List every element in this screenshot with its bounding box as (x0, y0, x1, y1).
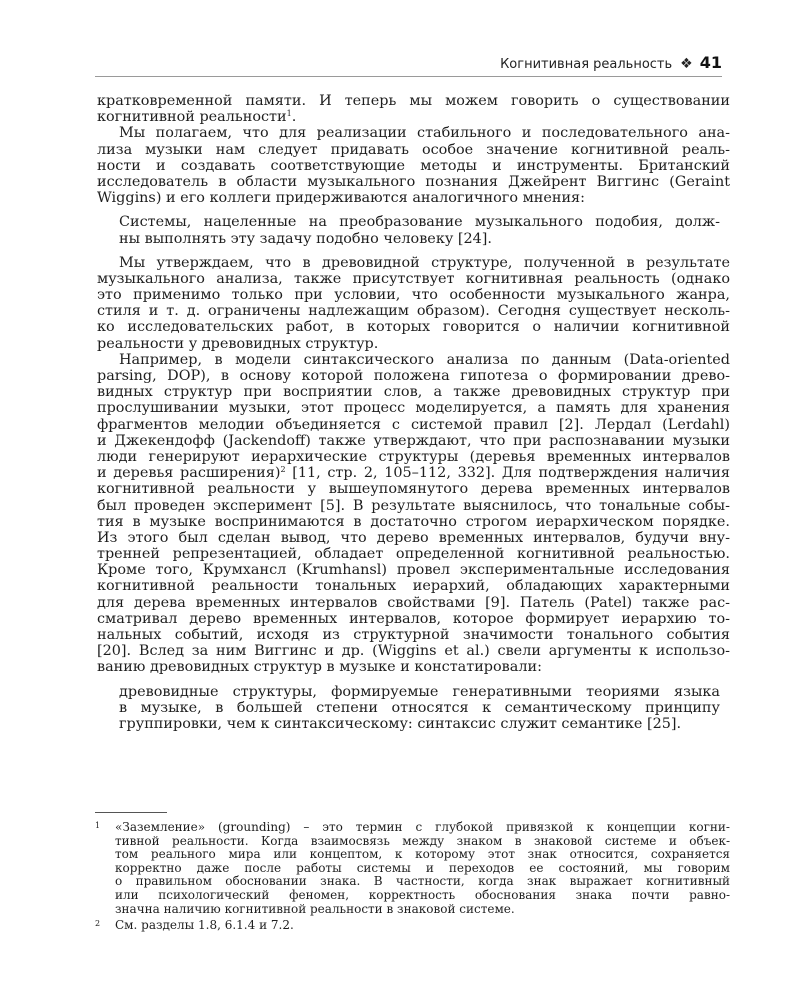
paragraph-1 (97, 93, 730, 125)
text-line: реальности у древовидных структур. (97, 335, 379, 352)
text-line: Например, в модели синтаксического анализа по данным (Data-oriented (119, 351, 730, 368)
body-text (97, 93, 730, 732)
text-line: Из этого был сделан вывод, что дерево временных интервалов, будучи вну- (97, 529, 730, 546)
text-line (97, 465, 730, 481)
text-fragment: и деревья расширения) (97, 465, 281, 482)
paragraph-2 (97, 125, 730, 206)
text-line: кратковременной памяти. И теперь мы можем говорить о существовании (97, 93, 730, 109)
text-line: и Джекендофф (Jackendoff) также утверждают, что при распознавании музыки (97, 432, 730, 449)
footnote-ref-1: 1 (286, 109, 292, 119)
chapter-title: Когнитивная реальность (500, 57, 673, 72)
paragraph-3 (97, 255, 730, 352)
text-line: музыкального анализа, также присутствует когнитивная реальность (однако (97, 270, 730, 287)
text-fragment: [11, стр. 2, 105–112, 332]. Для подтверждения наличия (285, 465, 730, 482)
footnote-line: тивной реальности. Когда взаимосвязь между знаком в знаковой системе и объек- (115, 833, 730, 848)
paragraph-4 (97, 352, 730, 676)
footnote-mark: 1 (95, 821, 101, 830)
text-line: это применимо только при условии, что особенности музыкального жанра, (97, 287, 730, 304)
footnote-line: о правильном обосновании знака. В частности, когда знак выражает когнитивный (115, 874, 730, 889)
running-head (95, 48, 722, 77)
footnote-line: или психологический феномен, корректность обоснования знака почти равно- (115, 887, 730, 902)
footnote-1 (95, 821, 730, 916)
text-line: был проведен эксперимент [5]. В результате выяснилось, что тональные собы- (97, 497, 730, 514)
text-fragment: . (291, 109, 297, 126)
text-line: когнитивной реальности у вышеупомянутого дерева временных интервалов (97, 481, 730, 498)
text-line: Системы, нацеленные на преобразование музыкального подобия, долж- (119, 214, 720, 231)
text-line: Мы утверждаем, что в древовидной структуре, полученной в результате (119, 254, 730, 271)
footnote-mark: 2 (95, 919, 101, 929)
text-line: ности и создавать соответствующие методы и инструменты. Британский (97, 157, 730, 174)
footnote-2 (95, 919, 730, 933)
ornament-icon: ❖ (680, 56, 693, 72)
text-line: когнитивной реальности тональных иерархий, обладающих характерными (97, 578, 730, 595)
text-line: в музыке, в большей степени относятся к семантическому принципу (119, 699, 720, 716)
footnote-line: корректно даже после работы системы и переходов ее состояний, мы говорим (115, 860, 730, 875)
text-line: нальных событий, исходя из структурной значимости тонального события (97, 627, 730, 643)
block-quote-2 (97, 684, 730, 733)
text-line: ванию древовидных структур в музыке и констатировали: (97, 659, 542, 676)
text-line: Wiggins) и его коллеги придерживаются аналогичного мнения: (97, 190, 585, 207)
text-line: люди генерируют иерархические структуры (деревья временных интервалов (97, 448, 730, 465)
page-number: 41 (699, 53, 722, 72)
text-line (97, 109, 730, 125)
text-line: Мы полагаем, что для реализации стабильного и последовательного ана- (119, 125, 730, 142)
text-line: лиза музыки нам следует придавать особое значение когнитивной реаль- (97, 141, 730, 158)
footnotes (95, 821, 730, 933)
text-line: [20]. Вслед за ним Виггинс и др. (Wiggins et al.) свели аргументы к использо- (97, 643, 730, 660)
text-line: parsing, DOP), в основу которой положена гипотеза о формировании древо- (97, 368, 730, 384)
footnote-rule (95, 812, 167, 813)
text-line: фрагментов мелодии объединяется с системой правил [2]. Лердал (Lerdahl) (97, 416, 730, 433)
footnote-line: значна наличию когнитивной реальности в знаковой системе. (115, 901, 515, 916)
footnote-line: См. разделы 1.8, 6.1.4 и 7.2. (115, 918, 294, 933)
text-line: видных структур при восприятии слов, а также древовидных структур при (97, 384, 730, 401)
text-line: исследователь в области музыкального познания Джейрент Виггинс (Geraint (97, 173, 730, 190)
text-line: тренней репрезентацией, обладает определенной когнитивной реальностью. (97, 546, 730, 563)
text-line: стиля и т. д. ограничены надлежащим образом). Сегодня существует несколь- (97, 303, 730, 320)
text-line: ны выполнять эту задачу подобно человеку [24]. (119, 230, 492, 247)
text-fragment: когнитивной реальности (97, 109, 287, 126)
footnote-ref-2: 2 (280, 465, 286, 475)
block-quote-1 (97, 214, 730, 246)
footnote-line: том реального мира или концептом, к которому этот знак относится, сохраняется (115, 847, 730, 862)
text-line: для дерева временных интервалов свойствами [9]. Патель (Patel) также рас- (97, 594, 730, 611)
text-line: прослушивании музыки, этот процесс моделируется, а память для хранения (97, 400, 730, 417)
text-line: сматривал дерево временных интервалов, которое формирует иерархию то- (97, 610, 730, 627)
text-line: Кроме того, Крумхансл (Krumhansl) провел экспериментальные исследования (97, 562, 730, 579)
text-line: группировки, чем к синтаксическому: синтаксис служит семантике [25]. (119, 715, 682, 732)
text-line: тия в музыке воспринимаются в достаточно строгом иерархическом порядке. (97, 513, 730, 530)
text-line: древовидные структуры, формируемые генеративными теориями языка (119, 683, 720, 700)
footnote-line: «Заземление» (grounding) – это термин с глубокой привязкой к концепции когни- (115, 820, 730, 834)
text-line: ко исследовательских работ, в которых говорится о наличии когнитивной (97, 319, 730, 336)
